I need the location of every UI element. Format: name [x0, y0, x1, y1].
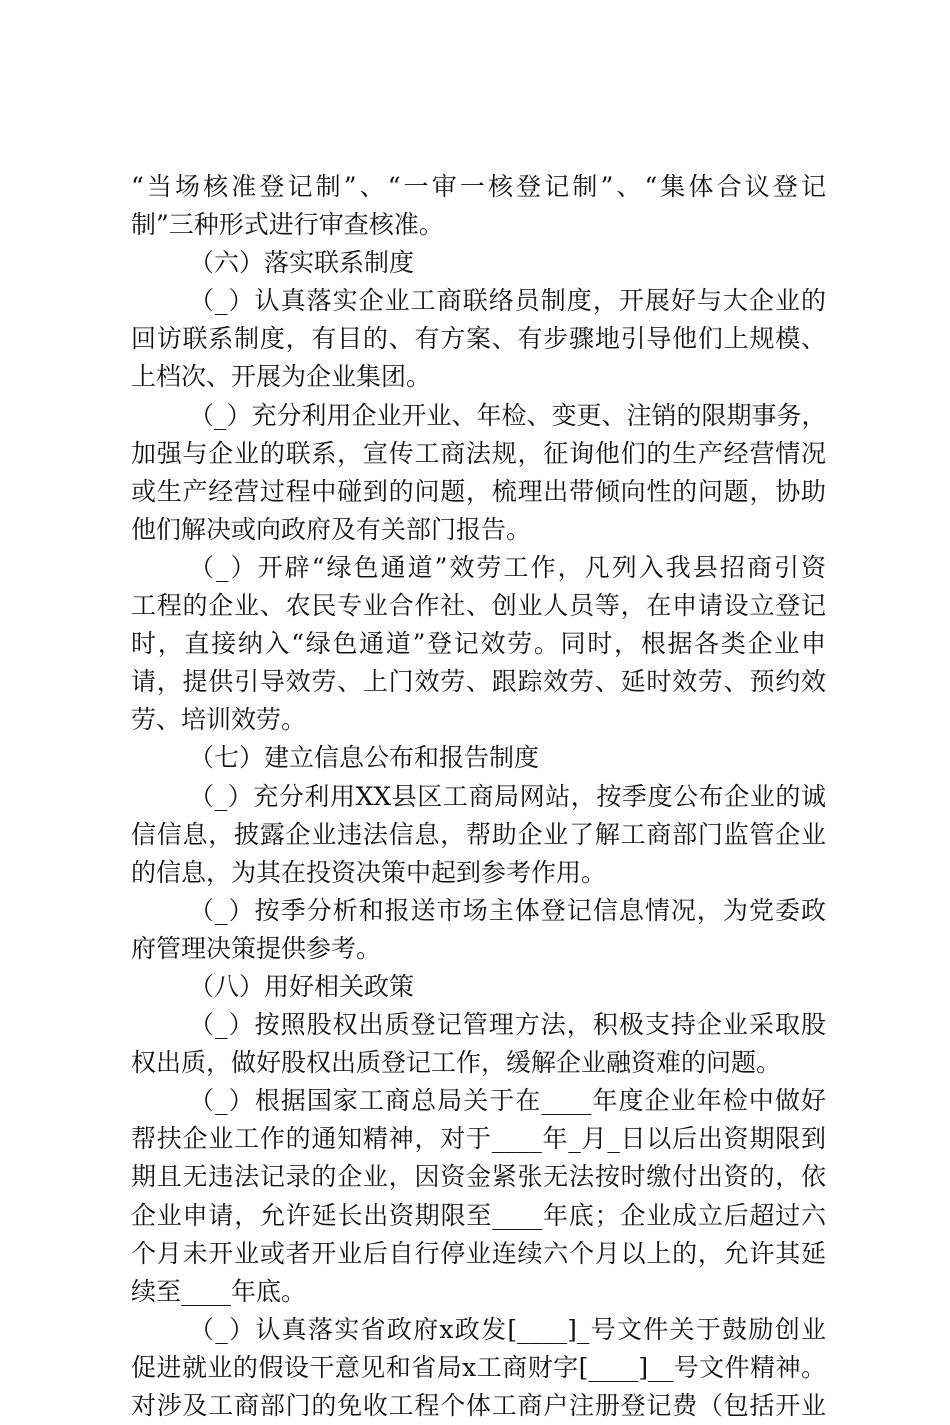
text-line: （_）开辟“绿色通道”效劳工作，凡列入我县招商引资: [189, 552, 826, 582]
text-line: 劳、培训效劳。: [131, 705, 307, 735]
text-line: 回访联系制度，有目的、有方案、有步骤地引导他们上规模、: [131, 324, 826, 354]
text-line: （_）根据国家工商总局关于在____年度企业年检中做好: [189, 1086, 826, 1116]
text-line: （_）认真落实企业工商联络员制度，开展好与大企业的: [189, 286, 826, 316]
text-line: 上档次、开展为企业集团。: [131, 362, 432, 392]
text-line: 帮扶企业工作的通知精神，对于____年_月_日以后出资期限到: [131, 1124, 826, 1154]
text-line: （_）认真落实省政府x政发[____]_号文件关于鼓励创业: [189, 1314, 826, 1344]
document-body: [131, 168, 826, 1425]
text-line: 时，直接纳入“绿色通道”登记效劳。同时，根据各类企业申: [131, 629, 826, 659]
text-line: 促进就业的假设干意见和省局x工商财字[____]__号文件精神。: [131, 1352, 826, 1382]
text-line: 个月未开业或者开业后自行停业连续六个月以上的，允许其延: [131, 1238, 826, 1268]
text-line: （_）充分利用企业开业、年检、变更、注销的限期事务，: [189, 400, 827, 430]
text-line: 期且无违法记录的企业，因资金紧张无法按时缴付出资的，依: [131, 1162, 826, 1192]
text-line: 加强与企业的联系，宣传工商法规，征询他们的生产经营情况: [131, 438, 826, 468]
text-line: 或生产经营过程中碰到的问题，梳理出带倾向性的问题，协助: [131, 476, 826, 506]
text-line: 企业申请，允许延长出资期限至____年底；企业成立后超过六: [131, 1200, 826, 1230]
section-heading: （七）建立信息公布和报告制度: [189, 743, 540, 773]
text-line: 权出质，做好股权出质登记工作，缓解企业融资难的问题。: [131, 1048, 782, 1078]
section-heading: （六）落实联系制度: [189, 248, 415, 278]
text-line: 工程的企业、农民专业合作社、创业人员等，在申请设立登记: [131, 591, 826, 621]
text-line: 的信息，为其在投资决策中起到参考作用。: [131, 857, 607, 887]
text-line: 他们解决或向政府及有关部门报告。: [131, 514, 532, 544]
text-line: 府管理决策提供参考。: [131, 933, 382, 963]
text-line: （_）按照股权出质登记管理方法，积极支持企业采取股: [189, 1010, 826, 1040]
text-line: （_）按季分析和报送市场主体登记信息情况，为党委政: [189, 895, 826, 925]
text-line: 请，提供引导效劳、上门效劳、跟踪效劳、延时效劳、预约效: [131, 667, 826, 697]
text-line: 续至____年底。: [131, 1276, 307, 1306]
text-line: （_）充分利用XX县区工商局网站，按季度公布企业的诚: [189, 781, 826, 811]
text-line: 对涉及工商部门的免收工程个体工商户注册登记费（包括开业: [131, 1391, 826, 1420]
text-line: 信信息，披露企业违法信息，帮助企业了解工商部门监管企业: [131, 819, 826, 849]
text-line: 制”三种形式进行审查核准。: [131, 210, 444, 240]
section-heading: （八）用好相关政策: [189, 971, 415, 1001]
text-line: “当场核准登记制”、“一审一核登记制”、“集体合议登记: [131, 172, 826, 201]
